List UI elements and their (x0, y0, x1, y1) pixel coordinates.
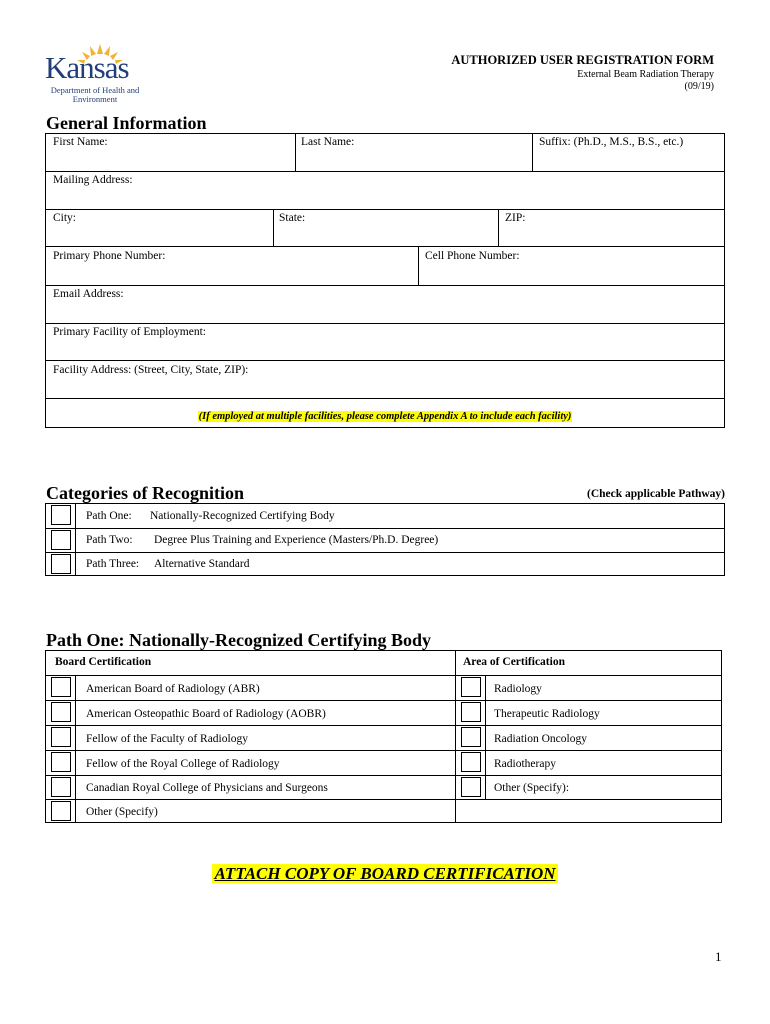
board-rcpsc-label: Canadian Royal College of Physicians and Surgeons (86, 782, 328, 794)
form-subtitle-text: External Beam Radiation Therapy (577, 69, 714, 80)
area-cert-header: Area of Certification (463, 656, 565, 668)
area-oncology-label: Radiation Oncology (494, 733, 587, 745)
cell-phone-field[interactable]: Cell Phone Number: (425, 250, 520, 262)
multiple-facilities-note: (If employed at multiple facilities, please complete Appendix A to include each facility) (198, 411, 572, 422)
path-three-label: Path Three: (86, 558, 140, 570)
path-three-checkbox[interactable] (51, 554, 71, 574)
form-title: AUTHORIZED USER REGISTRATION FORM (451, 53, 714, 67)
check-pathway-note: (Check applicable Pathway) (587, 488, 725, 500)
board-other-label: Other (Specify) (86, 806, 158, 818)
form-date: (09/19) (684, 81, 714, 92)
area-radiology-checkbox[interactable] (461, 677, 481, 697)
board-abr-checkbox[interactable] (51, 677, 71, 697)
mailing-address-field[interactable]: Mailing Address: (53, 174, 133, 186)
facility-address-field[interactable]: Facility Address: (Street, City, State, ZIP): (53, 364, 249, 376)
email-field[interactable]: Email Address: (53, 288, 124, 300)
attach-notice: ATTACH COPY OF BOARD CERTIFICATION (214, 864, 556, 883)
area-other-checkbox[interactable] (461, 777, 481, 797)
path-one-checkbox[interactable] (51, 505, 71, 525)
area-therapeutic-label: Therapeutic Radiology (494, 708, 600, 720)
facility-field[interactable]: Primary Facility of Employment: (53, 326, 206, 338)
page-number: 1 (715, 949, 722, 964)
state-field[interactable]: State: (279, 212, 306, 224)
area-radiotherapy-label: Radiotherapy (494, 758, 556, 770)
general-info-title: General Information (46, 113, 207, 133)
path-three-desc: Alternative Standard (154, 558, 250, 570)
path-two-checkbox[interactable] (51, 530, 71, 550)
board-frcr-checkbox[interactable] (51, 752, 71, 772)
city-field[interactable]: City: (53, 212, 77, 224)
board-aobr-label: American Osteopathic Board of Radiology (AOBR) (86, 708, 326, 720)
path-one-title: Path One: Nationally-Recognized Certifying Body (46, 630, 431, 650)
board-frcr-label: Fellow of the Royal College of Radiology (86, 758, 280, 770)
logo-wordmark: Kansas (45, 50, 129, 85)
board-aobr-checkbox[interactable] (51, 702, 71, 722)
logo-subtitle: Department of Health and Environment (50, 85, 140, 104)
area-other-label: Other (Specify): (494, 782, 570, 794)
board-other-checkbox[interactable] (51, 801, 71, 821)
multiple-facilities-note-row (45, 406, 725, 424)
path-two-label: Path Two: (86, 534, 133, 546)
first-name-field[interactable]: First Name: (53, 136, 108, 148)
path-one-desc: Nationally-Recognized Certifying Body (150, 510, 335, 522)
general-info-table (45, 133, 725, 428)
board-ffr-label: Fellow of the Faculty of Radiology (86, 733, 248, 745)
path-one-label: Path One: (86, 510, 132, 522)
board-abr-label: American Board of Radiology (ABR) (86, 683, 260, 695)
path-two-desc: Degree Plus Training and Experience (Masters/Ph.D. Degree) (154, 534, 439, 546)
area-radiology-label: Radiology (494, 683, 542, 695)
suffix-field[interactable]: Suffix: (Ph.D., M.S., B.S., etc.) (539, 136, 684, 148)
attach-notice-row (0, 864, 770, 884)
zip-field[interactable]: ZIP: (505, 212, 526, 224)
board-rcpsc-checkbox[interactable] (51, 777, 71, 797)
categories-title: Categories of Recognition (46, 483, 244, 503)
area-oncology-checkbox[interactable] (461, 727, 481, 747)
board-cert-header: Board Certification (55, 656, 152, 668)
area-therapeutic-checkbox[interactable] (461, 702, 481, 722)
area-radiotherapy-checkbox[interactable] (461, 752, 481, 772)
last-name-field[interactable]: Last Name: (301, 136, 355, 148)
board-ffr-checkbox[interactable] (51, 727, 71, 747)
primary-phone-field[interactable]: Primary Phone Number: (53, 250, 166, 262)
form-subtitle (577, 69, 714, 93)
